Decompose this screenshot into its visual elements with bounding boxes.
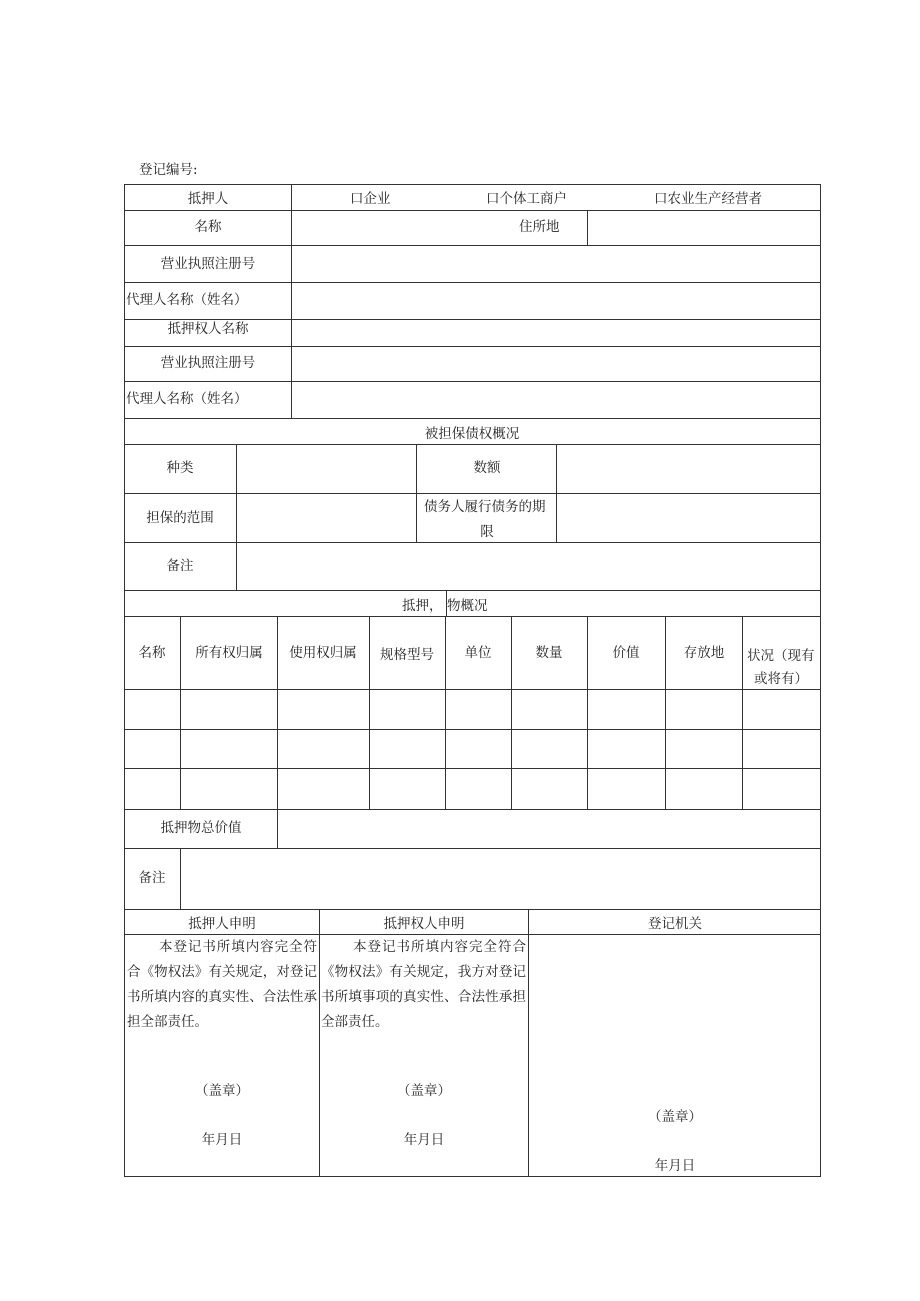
- option-enterprise[interactable]: 口企业: [350, 191, 391, 207]
- collateral-section-title-a: 抵押，: [402, 598, 443, 614]
- col-header-quantity: 数量: [535, 645, 563, 661]
- col-header-unit: 单位: [464, 645, 492, 661]
- authority-date: 年月日: [654, 1158, 696, 1174]
- mortgagor-name-field[interactable]: [292, 211, 516, 244]
- mortgagee-license-field[interactable]: [292, 347, 820, 381]
- mortgagor-license-label: 营业执照注册号: [160, 256, 256, 272]
- collateral-total-label: 抵押物总价值: [160, 820, 242, 836]
- mortgagee-agent-label: 代理人名称（姓名）: [126, 391, 248, 407]
- col-header-status-line2: 或将有）: [754, 671, 808, 687]
- option-agricultural-operator[interactable]: 口农业生产经营者: [654, 191, 762, 207]
- debt-term-field[interactable]: [557, 494, 820, 541]
- mortgagor-agent-field[interactable]: [292, 283, 820, 319]
- mortgagor-declaration-title: 抵押人申明: [188, 916, 256, 932]
- debt-type-field[interactable]: [237, 445, 416, 492]
- col-header-location: 存放地: [683, 645, 725, 661]
- mortgagee-agent-field[interactable]: [292, 382, 820, 418]
- col-header-ownership: 所有权归属: [195, 645, 263, 661]
- mortgagor-address-label: 住所地: [519, 219, 560, 235]
- mortgagee-declaration-title: 抵押权人申明: [383, 916, 465, 932]
- option-individual-business[interactable]: 口个体工商户: [486, 191, 567, 207]
- mortgagor-name-label: 名称: [194, 219, 222, 235]
- collateral-remark-field[interactable]: [181, 849, 820, 908]
- mortgagee-name-field[interactable]: [292, 320, 820, 346]
- debt-remark-field[interactable]: [237, 543, 820, 589]
- mortgagor-date: 年月日: [201, 1132, 243, 1148]
- debt-section-title: 被担保债权概况: [424, 426, 520, 442]
- col-header-spec-model: 规格型号: [380, 647, 434, 663]
- mortgagee-license-label: 营业执照注册号: [160, 355, 256, 371]
- col-header-use-right: 使用权归属: [289, 645, 357, 661]
- col-header-name: 名称: [138, 645, 166, 661]
- authority-seal: （盖章）: [648, 1109, 702, 1125]
- registration-authority-title: 登记机关: [648, 916, 702, 932]
- collateral-section-title-b: 物概况: [447, 598, 488, 614]
- debt-amount-label: 数额: [473, 460, 501, 476]
- mortgagor-address-field[interactable]: [588, 211, 820, 244]
- mortgagee-declaration-text: 本登记书所填内容完全符合《物权法》有关规定，我方对登记书所填事项的真实性、合法性承担全部责任。: [321, 939, 526, 1030]
- debt-term-label-line1: 债务人履行债务的期: [424, 499, 546, 515]
- mortgagor-license-field[interactable]: [292, 246, 820, 282]
- debt-remark-label: 备注: [166, 558, 194, 574]
- mortgagor-declaration-text: 本登记书所填内容完全符合《物权法》有关规定，对登记书所填内容的真实性、合法性承担全部责任。: [127, 939, 317, 1030]
- col-header-value: 价值: [612, 645, 640, 661]
- mortgagor-label: 抵押人: [187, 191, 229, 207]
- guarantee-scope-field[interactable]: [237, 494, 416, 541]
- mortgagor-seal: （盖章）: [195, 1083, 249, 1099]
- col-header-status-line1: 状况（现有: [747, 648, 815, 664]
- collateral-total-field[interactable]: [278, 810, 820, 847]
- mortgagee-seal: （盖章）: [397, 1083, 451, 1099]
- mortgagee-date: 年月日: [403, 1132, 445, 1148]
- mortgagee-name-label: 抵押权人名称: [167, 321, 249, 337]
- debt-term-label-line2: 限: [480, 524, 494, 540]
- mortgagor-agent-label: 代理人名称（姓名）: [126, 292, 248, 308]
- debt-amount-field[interactable]: [557, 445, 820, 492]
- debt-type-label: 种类: [166, 460, 194, 476]
- guarantee-scope-label: 担保的范围: [146, 510, 214, 526]
- collateral-remark-label: 备注: [138, 870, 166, 886]
- registration-number-label: 登记编号:: [139, 162, 198, 178]
